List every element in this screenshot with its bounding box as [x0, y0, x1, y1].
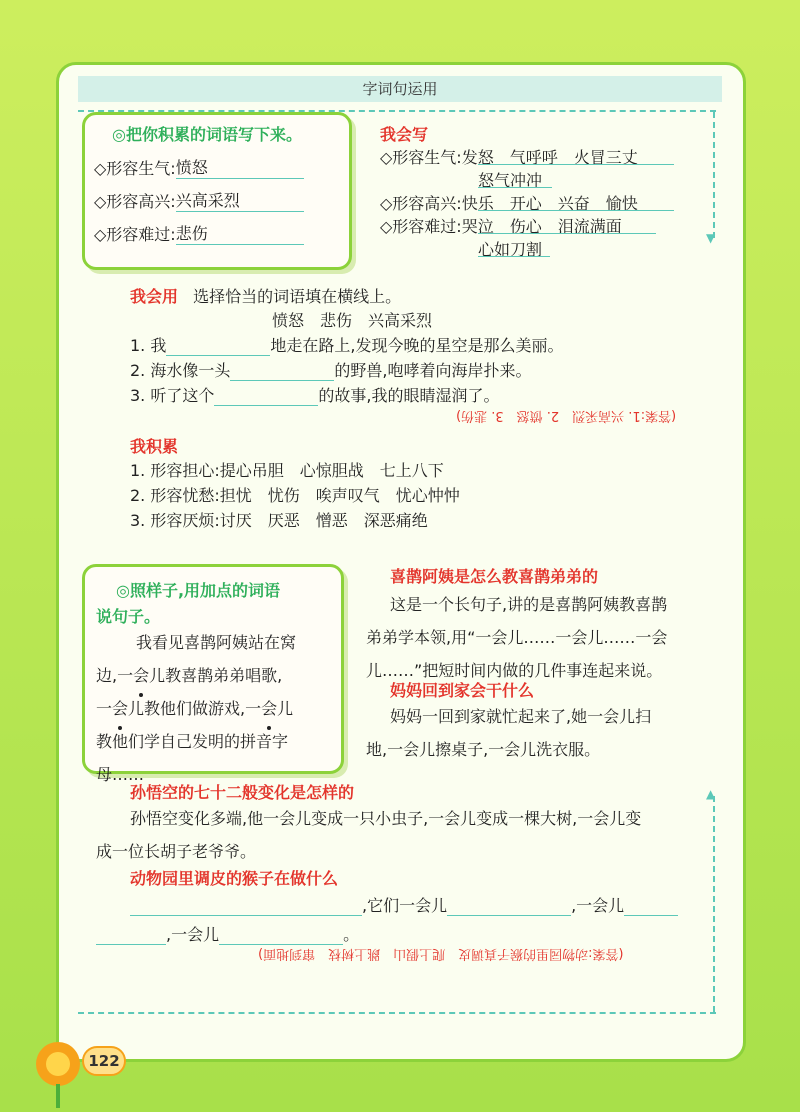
- vocab-item-happy: ◇形容高兴:兴高采烈: [94, 188, 304, 212]
- write-underline-1: [478, 164, 674, 165]
- use-word-bank: 愤怒 悲伤 兴高采烈: [272, 311, 433, 330]
- blank-2[interactable]: [230, 363, 334, 381]
- accumulate-line-3: 3. 形容厌烦:讨厌 厌恶 憎恶 深恶痛绝: [130, 511, 428, 530]
- use-question-2: 2. 海水像一头 的野兽,咆哮着向海岸扑来。: [130, 361, 532, 380]
- monkey-heading: 动物园里调皮的猴子在做什么: [130, 869, 339, 888]
- monkey-blank-2[interactable]: [447, 898, 571, 916]
- mom-paragraph: [366, 700, 716, 766]
- magpie-line-2: 弟弟学本领,用“一会儿……一会儿……一会: [366, 628, 668, 647]
- monkey-row-2: ,一会儿 。: [96, 922, 359, 945]
- page-title: 字词句运用: [78, 76, 722, 102]
- accumulate-line-2: 2. 形容忧愁:担忧 忧伤 唉声叹气 忧心忡忡: [130, 486, 460, 505]
- example-line-4: 教他们学自己发明的拼音字: [96, 732, 289, 751]
- example-line-1: 我看见喜鹊阿姨站在窝: [136, 633, 297, 652]
- mom-line-1: 妈妈一回到家就忙起来了,她一会儿扫: [390, 707, 652, 726]
- page-number: 122: [82, 1046, 126, 1076]
- mom-heading: 妈妈回到家会干什么: [390, 681, 535, 700]
- write-underline-4: [478, 233, 656, 234]
- write-underline-5: [478, 256, 550, 257]
- magpie-heading: 喜鹊阿姨是怎么教喜鹊弟弟的: [390, 567, 599, 586]
- monkey-blank-3[interactable]: [624, 898, 678, 916]
- monkey-blank-1[interactable]: [130, 898, 362, 916]
- use-answer: (答案:1. 兴高采烈 2. 愤怒 3. 悲伤): [456, 408, 677, 423]
- monkeyking-line-1: 孙悟空变化多端,他一会儿变成一只小虫子,一会儿变成一棵大树,一会儿变: [130, 809, 642, 828]
- monkeyking-line-2: 成一位长胡子老爷爷。: [96, 842, 257, 861]
- arrow-down-icon: ▼: [706, 231, 716, 245]
- write-line-5: 心如刀割: [478, 240, 543, 259]
- magpie-line-1: 这是一个长句子,讲的是喜鹊阿姨教喜鹊: [390, 595, 668, 614]
- sentence-box-title-1: ◎照样子,用加点的词语: [116, 581, 281, 600]
- arrow-up-icon: ▲: [706, 787, 716, 801]
- monkey-row-1: ,它们一会儿 ,一会儿: [130, 893, 678, 916]
- write-underline-2: [478, 187, 552, 188]
- vocab-item-sad: ◇形容难过:悲伤: [94, 221, 304, 245]
- use-question-3: 3. 听了这个 的故事,我的眼睛湿润了。: [130, 386, 500, 405]
- dashed-border-right-lower: [713, 796, 715, 1012]
- monkeyking-paragraph: [96, 802, 716, 868]
- dashed-border-bottom: [78, 1012, 716, 1014]
- example-paragraph: [96, 626, 340, 791]
- write-line-3: ◇形容高兴:快乐 开心 兴奋 愉快: [380, 194, 638, 213]
- use-instruction: 选择恰当的词语填在横线上。: [193, 287, 402, 306]
- blank-3[interactable]: [214, 388, 318, 406]
- accumulate-heading: 我积累: [130, 437, 179, 456]
- monkey-blank-4[interactable]: [96, 927, 166, 945]
- accumulate-line-1: 1. 形容担心:提心吊胆 心惊胆战 七上八下: [130, 461, 444, 480]
- example-line-2: 边,一会儿教喜鹊弟弟唱歌,: [96, 659, 340, 692]
- flower-center-icon: [46, 1052, 70, 1076]
- monkeyking-heading: 孙悟空的七十二般变化是怎样的: [130, 783, 355, 802]
- write-underline-3: [478, 210, 674, 211]
- monkey-answer: (答案:动物园里的猴子真调皮 爬上假山 跳上树枝 窜到地面): [258, 946, 624, 961]
- use-question-1: 1. 我 地走在路上,发现今晚的星空是那么美丽。: [130, 336, 564, 355]
- vocab-item-angry: ◇形容生气:愤怒: [94, 155, 304, 179]
- magpie-line-3: 儿……”把短时间内做的几件事连起来说。: [366, 661, 663, 680]
- magpie-paragraph: [366, 588, 716, 687]
- monkey-blank-5[interactable]: [219, 927, 343, 945]
- vocab-box-title: ◎把你积累的词语写下来。: [112, 125, 302, 144]
- flower-stem-icon: [56, 1084, 60, 1108]
- write-heading: 我会写: [380, 125, 429, 144]
- use-heading: 我会用: [130, 287, 179, 306]
- blank-1[interactable]: [166, 338, 270, 356]
- write-line-2: 怒气冲冲: [478, 171, 543, 190]
- dashed-border-right: [713, 112, 715, 238]
- example-line-5: 母……: [96, 765, 145, 784]
- mom-line-2: 地,一会儿擦桌子,一会儿洗衣服。: [366, 740, 601, 759]
- example-line-3: 一会儿教他们做游戏,一会儿: [96, 692, 340, 725]
- write-line-4: ◇形容难过:哭泣 伤心 泪流满面: [380, 217, 622, 236]
- sentence-box-title-2: 说句子。: [96, 607, 161, 626]
- use-heading-row: [130, 284, 401, 307]
- write-line-1: ◇形容生气:发怒 气呼呼 火冒三丈: [380, 148, 638, 167]
